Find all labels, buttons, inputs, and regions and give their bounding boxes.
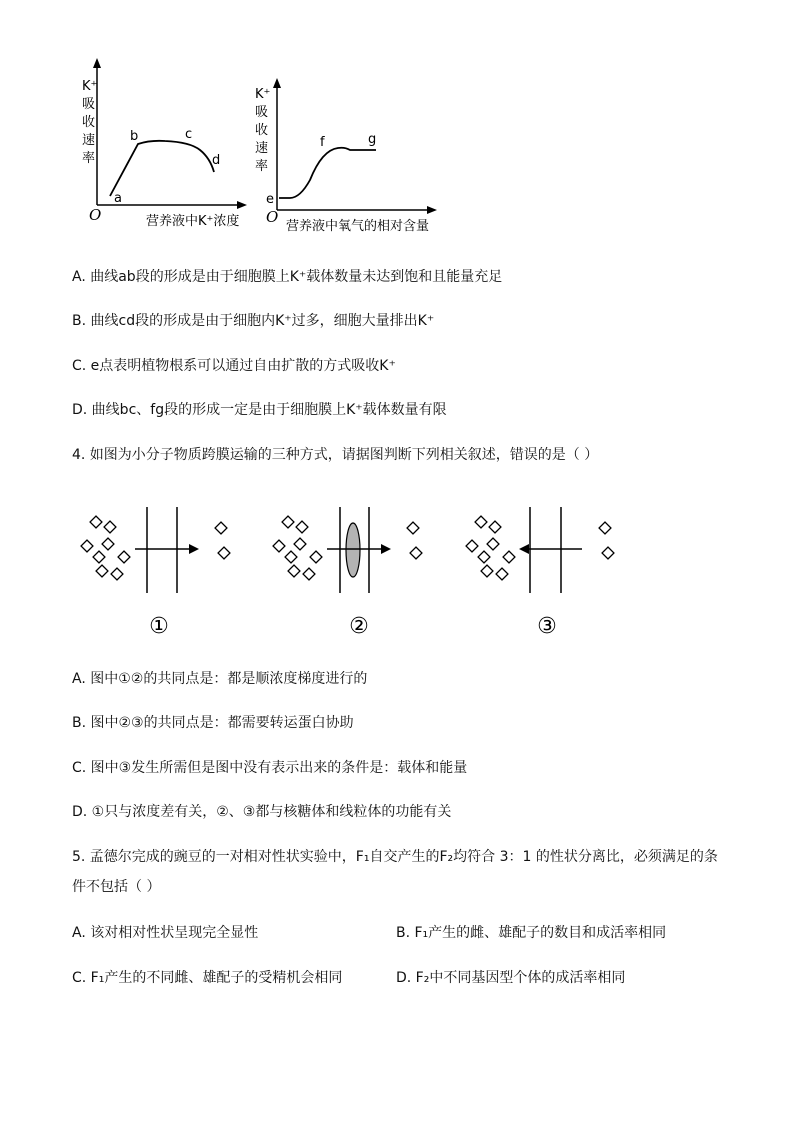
g1-point-a: a [114,191,122,206]
g1-origin: O [89,206,102,224]
g1-ylabel-2: 收 [82,115,96,130]
g1-point-c: c [185,127,193,142]
q3-option-c: C. e点表明植物根系可以通过自由扩散的方式吸收K⁺ [72,358,396,374]
g2-ylabel-1: 吸 [255,105,269,120]
graph-k-concentration [82,58,247,229]
g2-ylabel-4: 率 [255,159,269,174]
transport-panel-3 [466,507,614,593]
g1-point-b: b [130,129,139,144]
graph-oxygen-content [255,78,437,234]
g2-ylabel-2: 收 [255,123,269,138]
g2-ylabel-k: K⁺ [255,87,271,102]
g2-point-g: g [368,132,377,147]
g2-point-e: e [266,192,274,207]
q4-option-b: B. 图中②③的共同点是：都需要转运蛋白协助 [72,715,354,731]
q5-option-a: A. 该对相对性状呈现完全显性 [72,925,259,941]
g1-ylabel-3: 速 [82,133,96,148]
q5-stem-line2: 件不包括（ ） [72,879,161,895]
q3-option-b: B. 曲线cd段的形成是由于细胞内K⁺过多，细胞大量排出K⁺ [72,313,435,329]
g1-ylabel-k: K⁺ [82,79,98,94]
q4-stem: 4. 如图为小分子物质跨膜运输的三种方式，请据图判断下列相关叙述，错误的是（ ） [72,447,599,463]
q5-stem-line1: 5. 孟德尔完成的豌豆的一对相对性状实验中，F₁自交产生的F₂均符合 3：1 的性状分离比，必须满足的条 [72,849,718,865]
transport-panel-2 [273,507,422,593]
q5-option-c: C. F₁产生的不同雌、雄配子的受精机会相同 [72,970,343,986]
g2-point-f: f [320,135,325,150]
q3-option-d: D. 曲线bc、fg段的形成一定是由于细胞膜上K⁺载体数量有限 [72,402,447,418]
panel-label-2: ② [349,614,369,639]
figure-k-uptake-graphs [0,0,794,250]
q5-option-b: B. F₁产生的雌、雄配子的数目和成活率相同 [396,925,667,941]
q4-option-d: D. ①只与浓度差有关，②、③都与核糖体和线粒体的功能有关 [72,804,452,820]
figure-membrane-transport [0,495,794,645]
q5-option-d: D. F₂中不同基因型个体的成活率相同 [396,970,626,986]
g2-xlabel: 营养液中氧气的相对含量 [286,219,430,234]
g1-point-d: d [212,153,221,168]
g2-ylabel-3: 速 [255,141,269,156]
g1-xlabel: 营养液中K⁺浓度 [146,214,240,229]
panel-label-3: ③ [537,614,557,639]
panel-label-1: ① [149,614,169,639]
q4-option-c: C. 图中③发生所需但是图中没有表示出来的条件是：载体和能量 [72,760,468,776]
transport-panel-1 [81,507,230,593]
q4-option-a: A. 图中①②的共同点是：都是顺浓度梯度进行的 [72,671,368,687]
g1-ylabel-4: 率 [82,151,96,166]
g1-ylabel-1: 吸 [82,97,96,112]
g2-origin: O [266,208,279,226]
q3-option-a: A. 曲线ab段的形成是由于细胞膜上K⁺载体数量未达到饱和且能量充足 [72,269,503,285]
